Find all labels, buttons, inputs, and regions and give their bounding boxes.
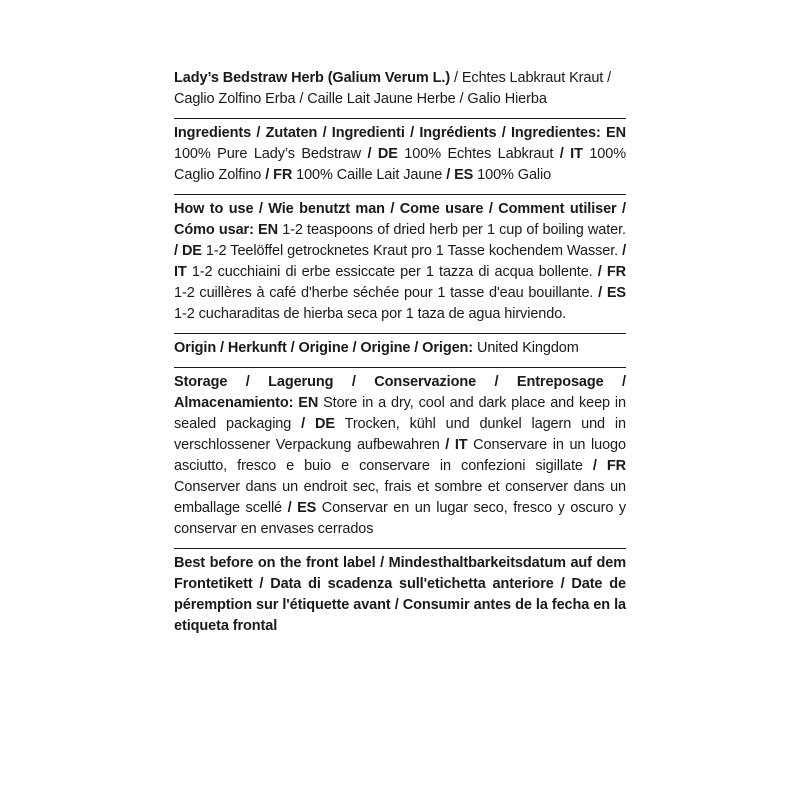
separator: /: [282, 500, 298, 516]
origin-value: United Kingdom: [473, 340, 579, 356]
best-before-section: [174, 553, 626, 637]
lang-text: 100% Galio: [473, 167, 552, 183]
ingredients-section: [174, 123, 626, 186]
lang-code: DE: [181, 243, 202, 259]
lang-text: Trocken, kühl und dunkel lagern und in verschlossener Verpackung aufbewahren: [174, 416, 627, 453]
separator: /: [442, 167, 455, 183]
lang-code: DE: [315, 416, 335, 432]
lang-text: Conserver dans un endroit sec, frais et sombre et conserver dans un emballage scellé: [174, 479, 626, 516]
lang-code: EN: [606, 125, 626, 141]
divider: [174, 194, 626, 195]
separator: /: [261, 167, 274, 183]
separator: /: [553, 146, 571, 162]
lang-code: IT: [570, 146, 583, 162]
origin-section: [174, 338, 626, 359]
title-section: [174, 68, 626, 110]
how-to-use-section: [174, 199, 626, 325]
lang-text: 1-2 cucchiaini di erbe essiccate per 1 tazza di acqua bollente.: [186, 264, 593, 280]
lang-text: 100% Pure Lady’s Bedstraw: [174, 146, 362, 162]
lang-code: EN: [258, 222, 278, 238]
storage-heading: Storage / Lagerung / Conservazione / Entreposage / Almacenamiento:: [174, 374, 626, 411]
lang-code: FR: [606, 264, 626, 280]
divider: [174, 333, 626, 334]
separator: /: [592, 264, 607, 280]
divider: [174, 548, 626, 549]
lang-code: ES: [297, 500, 317, 516]
separator: /: [439, 437, 455, 453]
ingredients-heading: Ingredients / Zutaten / Ingredienti / Ingrédients / Ingredientes:: [174, 125, 601, 141]
lang-code: FR: [273, 167, 293, 183]
storage-items: [174, 395, 626, 537]
lang-text: 1-2 teaspoons of dried herb per 1 cup of boiling water.: [278, 222, 626, 238]
lang-code: IT: [174, 264, 187, 280]
lang-text: Conservare in un luogo asciutto, fresco e buio e conservare in confezioni sigillate: [174, 437, 626, 474]
separator: /: [361, 146, 378, 162]
lang-text: 100% Caille Lait Jaune: [292, 167, 443, 183]
lang-code: FR: [606, 458, 626, 474]
origin-heading: Origin / Herkunft / Origine / Origine / Origen:: [174, 340, 474, 356]
separator: /: [593, 285, 607, 301]
lang-text: 1-2 Teelöffel getrocknetes Kraut pro 1 Tasse kochendem Wasser.: [201, 243, 619, 259]
lang-text: Store in a dry, cool and dark place and keep in sealed packaging: [174, 395, 626, 432]
separator: /: [291, 416, 315, 432]
how-to-use-heading: How to use / Wie benutzt man / Come usare / Comment utiliser / Cómo usar:: [174, 201, 626, 238]
product-name-heading: Lady’s Bedstraw Herb (Galium Verum L.): [174, 70, 451, 86]
divider: [174, 118, 626, 119]
separator: /: [174, 243, 182, 259]
lang-text: 100% Echtes Labkraut: [397, 146, 554, 162]
lang-text: 1-2 cuillères à café d'herbe séchée pour 1 tasse d'eau bouillante.: [174, 285, 594, 301]
product-label-panel: [174, 68, 626, 637]
storage-section: [174, 372, 626, 540]
product-name-translations: / Echtes Labkraut Kraut / Caglio Zolfino Erba / Caille Lait Jaune Herbe / Galio Hierba: [174, 70, 612, 107]
lang-text: 100% Caglio Zolfino: [174, 146, 627, 183]
lang-code: EN: [298, 395, 319, 411]
lang-code: DE: [377, 146, 398, 162]
separator: /: [582, 458, 607, 474]
divider: [174, 367, 626, 368]
lang-text: 1-2 cucharaditas de hierba seca por 1 taza de agua hirviendo.: [174, 306, 567, 322]
lang-code: ES: [606, 285, 626, 301]
lang-code: ES: [454, 167, 474, 183]
lang-text: Conservar en un lugar seco, fresco y oscuro y conservar en envases cerrados: [174, 500, 626, 537]
separator: /: [618, 243, 627, 259]
lang-code: IT: [454, 437, 468, 453]
best-before-text: Best before on the front label / Mindesthaltbarkeitsdatum auf dem Frontetikett / Data di scadenza sull'etichetta anteriore / Date de péremption sur l'étiquette avant / Consumir antes de la fecha en la etiqueta frontal: [174, 555, 626, 634]
